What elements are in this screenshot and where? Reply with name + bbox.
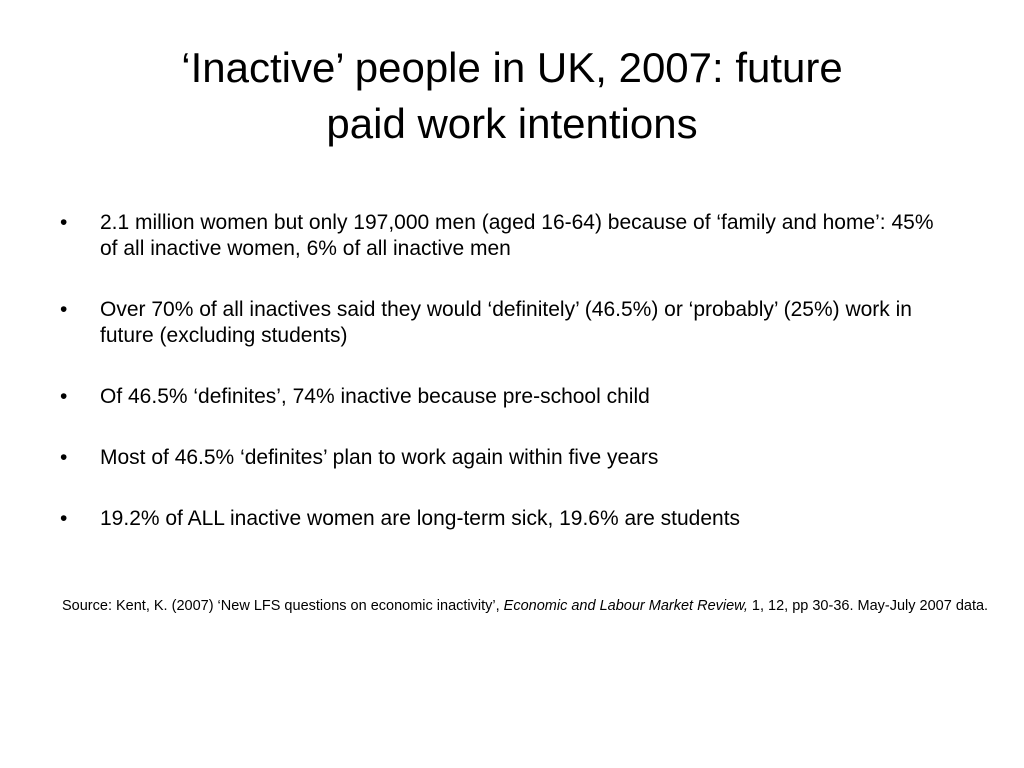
source-suffix: 1, 12, pp 30-36. May-July 2007 data. — [747, 598, 989, 614]
bullet-text: Over 70% of all inactives said they would ‘definitely’ (46.5%) or ‘probably’ (25%) work in future (excluding students) — [100, 298, 912, 347]
bullet-text: 2.1 million women but only 197,000 men (aged 16-64) because of ‘family and home’: 45% of all inactive women, 6% of all inactive men — [100, 211, 934, 260]
bullet-icon: • — [60, 507, 68, 530]
bullet-item — [60, 384, 950, 410]
slide-title-line-1: ‘Inactive’ people in UK, 2007: future — [181, 44, 843, 91]
source-prefix: Source: Kent, K. (2007) ‘New LFS questions on economic inactivity’, — [62, 598, 504, 614]
bullet-text: 19.2% of ALL inactive women are long-term sick, 19.6% are students — [100, 507, 741, 530]
bullet-item — [60, 210, 950, 262]
bullet-icon: • — [60, 211, 68, 234]
source-citation — [62, 597, 989, 615]
bullet-icon: • — [60, 385, 68, 408]
bullet-item — [60, 506, 950, 532]
bullet-text: Most of 46.5% ‘definites’ plan to work again within five years — [100, 446, 659, 469]
bullet-icon: • — [60, 298, 68, 321]
slide-title — [60, 40, 964, 152]
bullet-item — [60, 445, 950, 471]
bullet-item — [60, 297, 950, 349]
bullet-icon: • — [60, 446, 68, 469]
source-journal: Economic and Labour Market Review, — [503, 598, 748, 614]
bullet-text: Of 46.5% ‘definites’, 74% inactive because pre-school child — [100, 385, 650, 408]
bullet-list — [60, 210, 950, 567]
slide-title-line-2: paid work intentions — [326, 100, 698, 147]
